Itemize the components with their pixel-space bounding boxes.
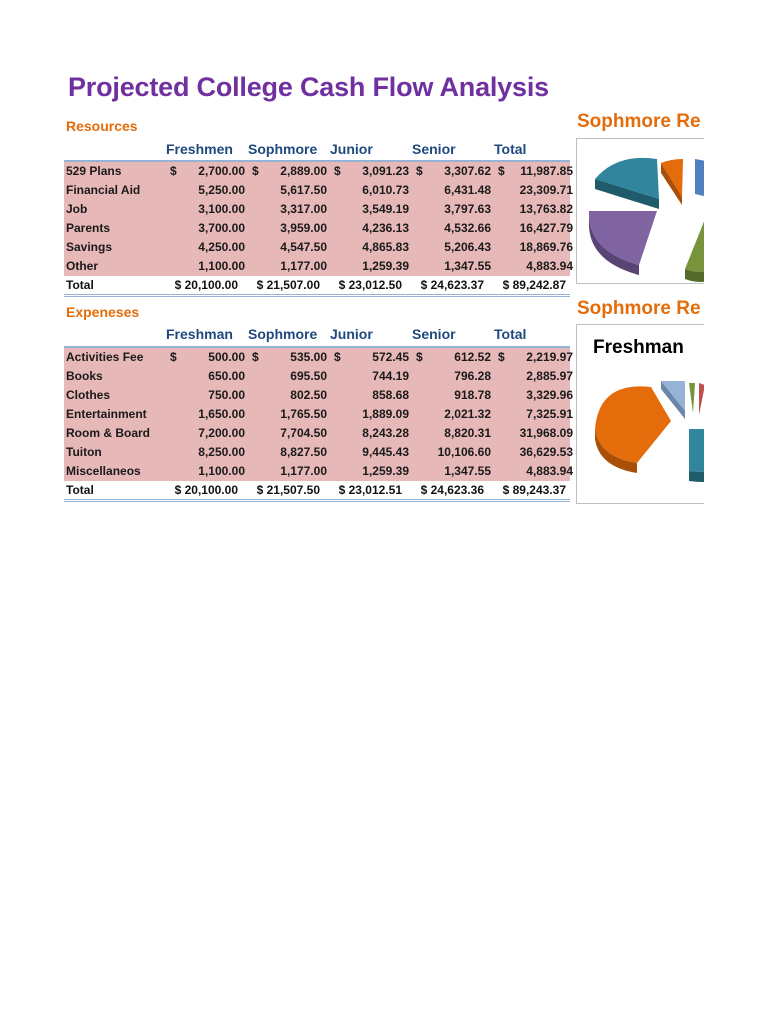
resources-col-header: Total bbox=[494, 141, 527, 157]
row-label: Tuiton bbox=[66, 445, 102, 459]
table-cell bbox=[330, 259, 412, 274]
table-cell bbox=[248, 221, 330, 236]
table-cell bbox=[330, 445, 412, 460]
cell-value: 6,431.48 bbox=[444, 183, 491, 197]
total-value: $ 21,507.00 bbox=[256, 278, 320, 292]
table-cell bbox=[330, 464, 412, 479]
cell-value: 1,765.50 bbox=[280, 407, 327, 421]
currency-symbol: $ bbox=[334, 164, 341, 178]
table-cell bbox=[330, 388, 412, 403]
table-cell bbox=[412, 426, 494, 441]
table-cell bbox=[248, 240, 330, 255]
cell-value: 1,259.39 bbox=[362, 464, 409, 478]
table-row bbox=[64, 238, 573, 257]
cell-value: 572.45 bbox=[372, 350, 409, 364]
table-cell bbox=[166, 426, 248, 441]
cell-value: 6,010.73 bbox=[362, 183, 409, 197]
table-cell bbox=[494, 388, 576, 403]
table-cell bbox=[166, 221, 248, 236]
cell-value: 2,021.32 bbox=[444, 407, 491, 421]
resources-section-title: Resources bbox=[66, 118, 138, 134]
row-label: Clothes bbox=[66, 388, 111, 402]
total-value: $ 23,012.50 bbox=[338, 278, 402, 292]
cell-value: 2,219.97 bbox=[526, 350, 573, 364]
cell-value: 3,100.00 bbox=[198, 202, 245, 216]
table-cell bbox=[494, 240, 576, 255]
cell-value: 3,797.63 bbox=[444, 202, 491, 216]
cell-value: 8,243.28 bbox=[362, 426, 409, 440]
total-label: Total bbox=[66, 483, 94, 497]
table-row bbox=[64, 219, 573, 238]
table-cell bbox=[412, 445, 494, 460]
table-cell bbox=[412, 388, 494, 403]
cell-value: 9,445.43 bbox=[362, 445, 409, 459]
cell-value: 4,547.50 bbox=[280, 240, 327, 254]
table-cell bbox=[494, 407, 576, 422]
cell-value: 4,883.94 bbox=[526, 464, 573, 478]
table-cell bbox=[166, 407, 248, 422]
table-cell bbox=[330, 426, 412, 441]
cell-value: 3,959.00 bbox=[280, 221, 327, 235]
currency-symbol: $ bbox=[498, 164, 505, 178]
table-cell bbox=[166, 445, 248, 460]
expenses-pie-graphic bbox=[577, 325, 717, 503]
cell-value: 1,177.00 bbox=[280, 259, 327, 273]
table-cell bbox=[494, 221, 576, 236]
currency-symbol: $ bbox=[416, 164, 423, 178]
cell-value: 1,889.09 bbox=[362, 407, 409, 421]
table-cell bbox=[412, 164, 494, 179]
cell-value: 1,100.00 bbox=[198, 464, 245, 478]
row-label: Savings bbox=[66, 240, 113, 254]
cell-value: 18,869.76 bbox=[519, 240, 573, 254]
table-cell bbox=[248, 350, 330, 365]
cell-value: 744.19 bbox=[372, 369, 409, 383]
cell-value: 23,309.71 bbox=[519, 183, 573, 197]
currency-symbol: $ bbox=[252, 350, 259, 364]
row-label: Entertainment bbox=[66, 407, 147, 421]
table-cell bbox=[494, 369, 576, 384]
resources-col-header: Sophmore bbox=[248, 141, 318, 157]
table-cell bbox=[494, 464, 576, 479]
cell-value: 5,206.43 bbox=[444, 240, 491, 254]
expenses-section-title: Expeneses bbox=[66, 304, 140, 320]
expenses-col-header: Total bbox=[494, 326, 527, 342]
row-label: Parents bbox=[66, 221, 111, 235]
cell-value: 3,329.96 bbox=[526, 388, 573, 402]
table-cell bbox=[412, 350, 494, 365]
table-cell bbox=[330, 221, 412, 236]
cell-value: 4,883.94 bbox=[526, 259, 573, 273]
total-value: $ 20,100.00 bbox=[174, 278, 238, 292]
cell-value: 2,889.00 bbox=[280, 164, 327, 178]
cell-value: 1,650.00 bbox=[198, 407, 245, 421]
table-cell bbox=[166, 369, 248, 384]
currency-symbol: $ bbox=[334, 350, 341, 364]
table-cell bbox=[494, 426, 576, 441]
row-label: Activities Fee bbox=[66, 350, 144, 364]
total-row bbox=[64, 276, 570, 294]
cell-value: 8,827.50 bbox=[280, 445, 327, 459]
resources-col-header: Senior bbox=[412, 141, 456, 157]
table-cell bbox=[166, 183, 248, 198]
table-bottom-rule bbox=[64, 499, 570, 502]
cell-value: 695.50 bbox=[290, 369, 327, 383]
table-cell bbox=[412, 183, 494, 198]
table-cell bbox=[248, 388, 330, 403]
currency-symbol: $ bbox=[498, 350, 505, 364]
cell-value: 4,865.83 bbox=[362, 240, 409, 254]
cell-value: 16,427.79 bbox=[519, 221, 573, 235]
table-bottom-rule bbox=[64, 294, 570, 297]
total-value: $ 24,623.37 bbox=[420, 278, 484, 292]
table-cell bbox=[330, 350, 412, 365]
cell-value: 13,763.82 bbox=[519, 202, 573, 216]
table-cell bbox=[248, 426, 330, 441]
table-row bbox=[64, 367, 573, 386]
row-label: Financial Aid bbox=[66, 183, 141, 197]
currency-symbol: $ bbox=[170, 164, 177, 178]
table-cell bbox=[412, 407, 494, 422]
table-row bbox=[64, 200, 573, 219]
table-cell bbox=[166, 350, 248, 365]
expenses-col-header: Junior bbox=[330, 326, 373, 342]
table-cell bbox=[494, 445, 576, 460]
table-cell bbox=[412, 369, 494, 384]
expenses-pie-chart[interactable] bbox=[576, 324, 718, 504]
expenses-col-header: Freshman bbox=[166, 326, 233, 342]
currency-symbol: $ bbox=[416, 350, 423, 364]
total-value: $ 20,100.00 bbox=[174, 483, 238, 497]
cell-value: 3,549.19 bbox=[362, 202, 409, 216]
table-cell bbox=[166, 164, 248, 179]
expenses-chart-title: Sophmore Re bbox=[577, 298, 701, 319]
table-cell bbox=[166, 259, 248, 274]
table-cell bbox=[248, 445, 330, 460]
row-label: Books bbox=[66, 369, 103, 383]
table-cell bbox=[330, 164, 412, 179]
row-label: Miscellaneos bbox=[66, 464, 141, 478]
table-cell bbox=[494, 202, 576, 217]
total-label: Total bbox=[66, 278, 94, 292]
cell-value: 1,347.55 bbox=[444, 464, 491, 478]
row-label: Other bbox=[66, 259, 99, 273]
resources-col-header: Junior bbox=[330, 141, 373, 157]
table-row bbox=[64, 443, 573, 462]
row-label: Room & Board bbox=[66, 426, 150, 440]
cell-value: 750.00 bbox=[208, 388, 245, 402]
table-row bbox=[64, 405, 573, 424]
cell-value: 3,307.62 bbox=[444, 164, 491, 178]
total-value: $ 89,242.87 bbox=[502, 278, 566, 292]
cell-value: 802.50 bbox=[290, 388, 327, 402]
cell-value: 650.00 bbox=[208, 369, 245, 383]
cell-value: 3,091.23 bbox=[362, 164, 409, 178]
cell-value: 918.78 bbox=[454, 388, 491, 402]
cell-value: 4,236.13 bbox=[362, 221, 409, 235]
table-cell bbox=[166, 202, 248, 217]
total-value: $ 21,507.50 bbox=[256, 483, 320, 497]
page-right-margin bbox=[704, 0, 768, 1024]
resources-chart-title: Sophmore Re bbox=[577, 111, 701, 132]
table-row bbox=[64, 257, 573, 276]
table-cell bbox=[248, 164, 330, 179]
table-row bbox=[64, 348, 573, 367]
table-row bbox=[64, 181, 573, 200]
cell-value: 11,987.85 bbox=[520, 164, 573, 178]
cell-value: 1,100.00 bbox=[198, 259, 245, 273]
table-cell bbox=[412, 202, 494, 217]
cell-value: 535.00 bbox=[290, 350, 327, 364]
cell-value: 858.68 bbox=[372, 388, 409, 402]
table-cell bbox=[330, 240, 412, 255]
cell-value: 31,968.09 bbox=[519, 426, 573, 440]
table-cell bbox=[248, 407, 330, 422]
cell-value: 796.28 bbox=[454, 369, 491, 383]
currency-symbol: $ bbox=[252, 164, 259, 178]
cell-value: 612.52 bbox=[454, 350, 491, 364]
total-row bbox=[64, 481, 570, 499]
table-cell bbox=[166, 388, 248, 403]
table-cell bbox=[248, 369, 330, 384]
row-label: Job bbox=[66, 202, 88, 216]
cell-value: 8,820.31 bbox=[444, 426, 491, 440]
cell-value: 3,317.00 bbox=[280, 202, 327, 216]
cell-value: 8,250.00 bbox=[198, 445, 245, 459]
table-cell bbox=[412, 240, 494, 255]
cell-value: 4,532.66 bbox=[444, 221, 491, 235]
cell-value: 2,885.97 bbox=[526, 369, 573, 383]
expenses-chart-inner-title: Freshman bbox=[593, 337, 684, 358]
cell-value: 4,250.00 bbox=[198, 240, 245, 254]
table-cell bbox=[166, 240, 248, 255]
table-row bbox=[64, 462, 573, 481]
cell-value: 5,250.00 bbox=[198, 183, 245, 197]
cell-value: 3,700.00 bbox=[198, 221, 245, 235]
table-row bbox=[64, 424, 573, 443]
table-cell bbox=[330, 202, 412, 217]
total-value: $ 24,623.36 bbox=[420, 483, 484, 497]
resources-pie-graphic bbox=[577, 139, 717, 283]
expenses-col-header: Sophmore bbox=[248, 326, 318, 342]
cell-value: 7,325.91 bbox=[526, 407, 573, 421]
table-cell bbox=[248, 464, 330, 479]
table-cell bbox=[248, 259, 330, 274]
total-value: $ 89,243.37 bbox=[502, 483, 566, 497]
cell-value: 7,200.00 bbox=[198, 426, 245, 440]
table-cell bbox=[166, 464, 248, 479]
cell-value: 10,106.60 bbox=[437, 445, 491, 459]
table-row bbox=[64, 386, 573, 405]
table-cell bbox=[494, 350, 576, 365]
table-cell bbox=[248, 183, 330, 198]
table-cell bbox=[412, 259, 494, 274]
cell-value: 1,259.39 bbox=[362, 259, 409, 273]
table-cell bbox=[412, 221, 494, 236]
cell-value: 500.00 bbox=[208, 350, 245, 364]
table-cell bbox=[494, 183, 576, 198]
cell-value: 36,629.53 bbox=[519, 445, 573, 459]
expenses-col-header: Senior bbox=[412, 326, 456, 342]
table-row bbox=[64, 162, 573, 181]
resources-col-header: Freshmen bbox=[166, 141, 233, 157]
resources-pie-chart[interactable] bbox=[576, 138, 718, 284]
table-cell bbox=[330, 407, 412, 422]
page-title: Projected College Cash Flow Analysis bbox=[68, 72, 549, 102]
total-value: $ 23,012.51 bbox=[338, 483, 402, 497]
table-cell bbox=[330, 183, 412, 198]
cell-value: 5,617.50 bbox=[280, 183, 327, 197]
table-cell bbox=[494, 164, 576, 179]
row-label: 529 Plans bbox=[66, 164, 122, 178]
table-cell bbox=[248, 202, 330, 217]
table-cell bbox=[330, 369, 412, 384]
cell-value: 1,347.55 bbox=[444, 259, 491, 273]
table-cell bbox=[412, 464, 494, 479]
cell-value: 1,177.00 bbox=[280, 464, 327, 478]
table-cell bbox=[494, 259, 576, 274]
currency-symbol: $ bbox=[170, 350, 177, 364]
cell-value: 7,704.50 bbox=[280, 426, 327, 440]
cell-value: 2,700.00 bbox=[198, 164, 245, 178]
